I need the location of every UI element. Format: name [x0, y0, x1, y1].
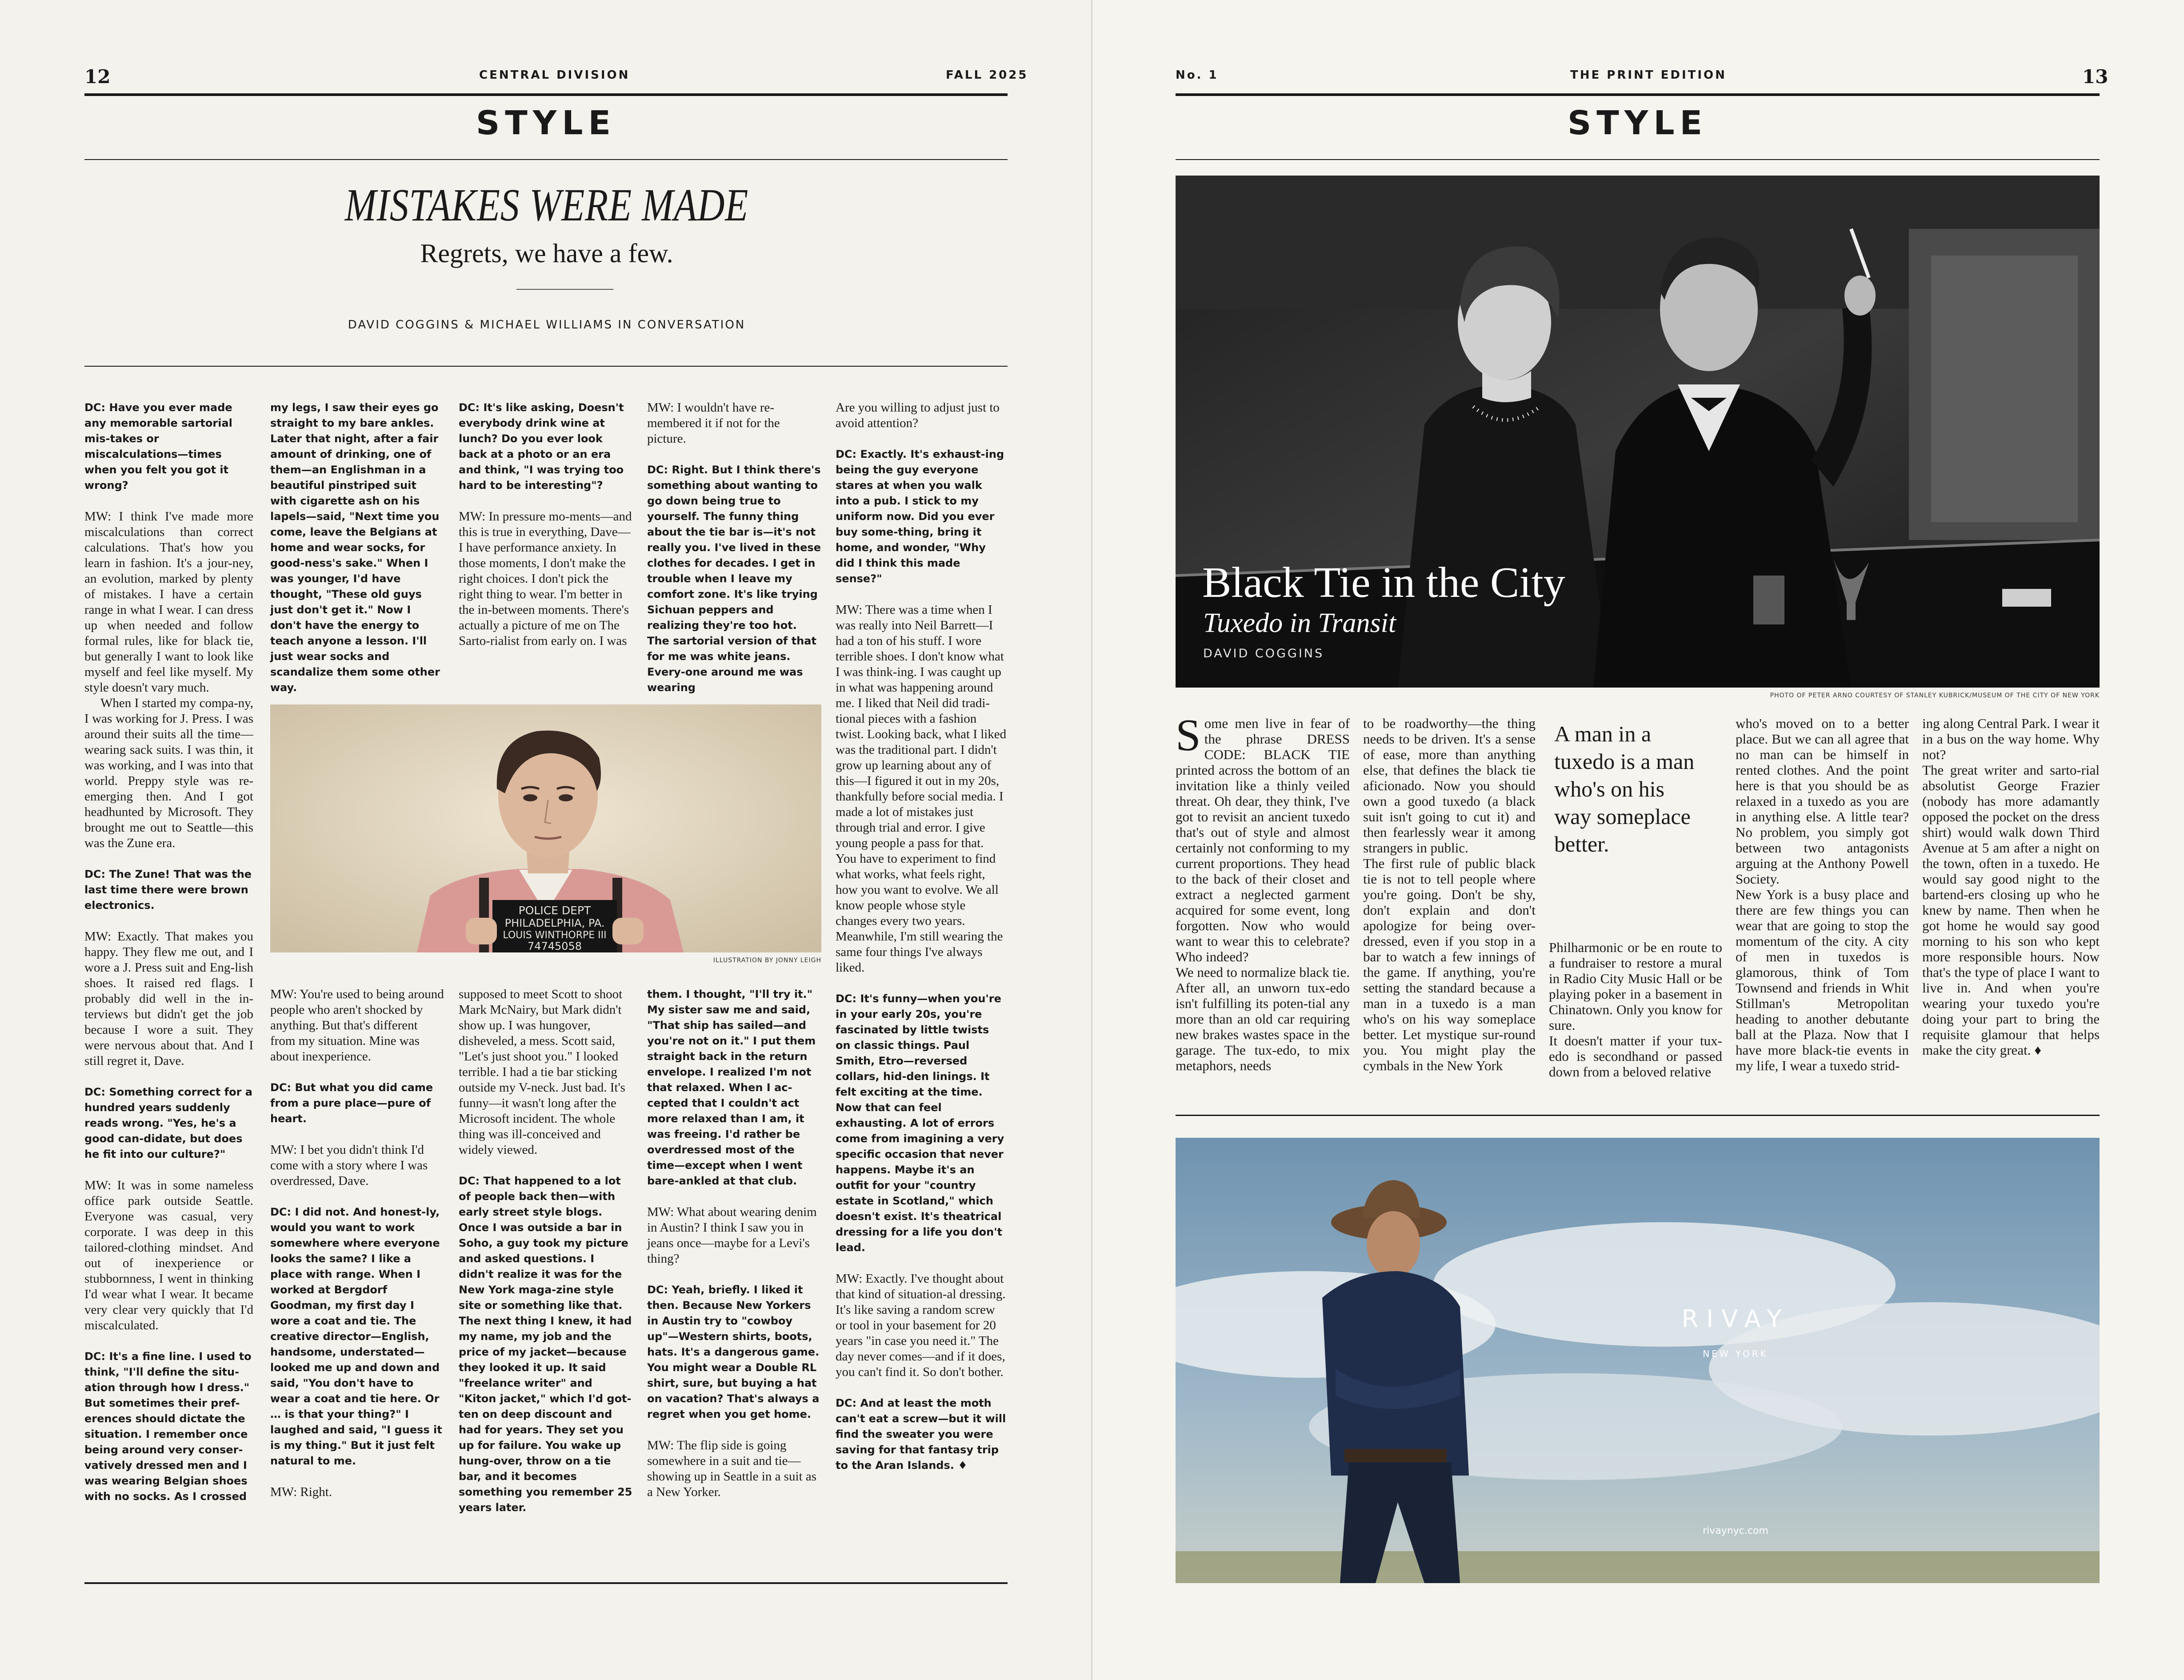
left-page [0, 0, 1091, 1680]
answer: MW: I bet you didn't think I'd come with a story where I was overdressed, Dave. [270, 1143, 428, 1188]
rivay-advertisement[interactable] [1176, 1138, 2100, 1583]
question: DC: Exactly. It's exhaust-ing being the guy everyone stares at when you walk into a pub. I stick to my uniform now. Did you ever buy some-thing, bring it home, and wonder, "Why did I think this made sense?" [836, 448, 1004, 585]
pull-quote: A man in a tuxedo is a man who's on his way someplace better. [1554, 721, 1695, 856]
answer: Are you willing to adjust just to avoid attention? [836, 400, 1000, 430]
placard-line2: PHILADELPHIA, PA. [504, 917, 605, 929]
placard-line3: LOUIS WINTHORPE III [503, 930, 607, 941]
article-column-1 [1176, 710, 1350, 1073]
question: DC: Something correct for a hundred years suddenly reads wrong. "Yes, he's a good can-didate, but does he fit into our culture?" [84, 1086, 252, 1160]
column-4 [647, 400, 821, 711]
photo-headline: Black Tie in the City [1202, 559, 1565, 607]
answer: MW: There was a time when I was really into Neil Barrett—I had a ton of his stuff. I wore terrible shoes. I don't know what I was think-ing. I was caught up in what was happening around me. I liked that Neil did tradi-tional pieces with a fashion twist. Looking back, what I liked was the traditional part. I didn't grow up learning about any of this—I figured it out in my 20s, thankfully before social media. I made a lot of mistakes just through trial and error. I give young people a pass for that. You have to experiment to find what works, what feels right, how you want to evolve. We all know people whose style changes every two years. Meanwhile, I'm still wearing the same four things I've always liked. [836, 603, 1007, 975]
column-4b [647, 987, 821, 1516]
running-head: CENTRAL DIVISION [479, 68, 630, 82]
section-title: STYLE [1567, 104, 1708, 142]
column-5 [836, 400, 1007, 1489]
section-title: STYLE [476, 104, 616, 142]
top-rule [84, 93, 1008, 96]
page-number: 13 [2082, 66, 2108, 88]
column-3b [459, 987, 633, 1531]
question: DC: And at least the moth can't eat a screw—but it will find the sweater you were saving for that fantasy trip to the Aran Islands. ♦ [836, 1397, 1006, 1472]
question: DC: It's a fine line. I used to think, "I'll define the situ-ation through how I dress." But sometimes their pref-erences should dictate the situation. I remember once being around very conser-vatively dressed men and I was wearing Belgian shoes with no socks. As I crossed [84, 1350, 252, 1503]
question: DC: But what you did came from a pure place—pure of heart. [270, 1081, 433, 1125]
question: my legs, I saw their eyes go straight to my bare ankles. Later that night, after a fair amount of drinking, one of them—an Englishman in a beautiful pinstriped suit with cigarette ash on his lapels—said, "Next time you come, leave the Belgians at home and wear socks, for good-ness's sake." When I was younger, I'd have thought, "These old guys just don't get it." Now I don't have the energy to teach anyone a lesson. I'll just wear socks and scandalize them some other way. [270, 401, 440, 694]
bottom-rule [84, 1582, 1008, 1584]
column-2 [270, 400, 444, 711]
answer: MW: Right. [270, 1485, 332, 1499]
ad-url[interactable]: rivaynyc.com [1703, 1525, 1768, 1536]
answer: MW: You're used to being around people who aren't shocked by anything. But that's different from my situation. Mine was about inexperience. [270, 987, 444, 1064]
column-1 [84, 400, 253, 1520]
placard-line4: 74745058 [527, 940, 582, 952]
photo-credit: PHOTO OF PETER ARNO COURTESY OF STANLEY KUBRICK/MUSEUM OF THE CITY OF NEW YORK [1770, 692, 2100, 699]
issue-number: No. 1 [1176, 68, 1219, 82]
mugshot-illustration [270, 704, 821, 952]
column-3 [459, 400, 633, 664]
photo-byline: DAVID COGGINS [1203, 647, 1324, 660]
article-column-5 [1922, 716, 2100, 1058]
photo-deck: Tuxedo in Transit [1203, 608, 1396, 638]
article-text: Philharmonic or be en route to a fundraiser to restore a mural in Radio City Music Hall or be playing poker in a basement in Chinatown. Only you know for sure. It doesn't matter if your tux-edo is secondhand or passed down from a beloved relative [1549, 940, 1722, 1080]
question: DC: I did not. And honest-ly, would you want to work somewhere where everyone looks the same? I like a place with range. When I worked at Bergdorf Goodman, my first day I wore a coat and tie. The creative director—English, handsome, understated—looked me up and down and said, "You don't have to wear a coat and tie here. Or … is that your thing?" I laughed and said, "I guess it is my thing." But it just felt natural to me. [270, 1206, 442, 1467]
question: DC: It's like asking, Doesn't everybody drink wine at lunch? Do you ever look back at a photo or an era and think, "I was trying too hard to be interesting"? [459, 401, 624, 492]
illustration-credit: ILLUSTRATION BY JONNY LEIGH [713, 957, 821, 964]
answer: MW: It was in some nameless office park outside Seattle. Everyone was casual, very corporate. I was deep in this tailored-clothing mindset. And out of inexperience or stubbornness, I went in thinking I'd wear what I wear. It became very clear very quickly that I'd miscalculated. [84, 1178, 253, 1332]
ad-city: NEW YORK [1703, 1348, 1768, 1359]
running-head: THE PRINT EDITION [1570, 68, 1727, 82]
article-text: who's moved on to a better place. But we can all agree that no man can be himself in rented clothes. And the point here is that you should be as relaxed in a tuxedo as you are in anything else. A little tear? No problem, you simply got between two antagonists arguing at the Anthony Powell Society. New York is a busy place and there are few things you can wear that are going to stop the momentum of the city. A city of men in tuxedos is glamorous, think of Tom Townsend and friends in Whit Stillman's Metropolitan heading to another debutante ball at the Plaza. Now that I have more black-tie events in my life, I wear a tuxedo strid- [1736, 716, 1909, 1073]
deck: Regrets, we have a few. [420, 239, 673, 268]
answer: MW: What about wearing denim in Austin? I think I saw you in jeans once—maybe for a Levi's thing? [647, 1205, 817, 1266]
section-rule [1176, 159, 2100, 160]
drop-cap: S [1176, 710, 1201, 760]
answer: When I started my compa-ny, I was working for J. Press. I was around their suits all the time—wearing sack suits. I was thin, it was working, and I was into that world. Preppy style was re-emerging then. And I got headhunted by Microsoft. They brought me out to Seattle—this was the Zune era. [84, 696, 253, 850]
question: DC: It's funny—when you're in your early 20s, you're fascinated by little twists on classic things. Paul Smith, Etro—reversed collars, hid-den linings. It felt exciting at the time. Now that can feel exhausting. A lot of errors come from imagining a very specific occasion that never happens. Maybe it's an outfit for your "country estate in Scotland," which doesn't exist. It's theatrical dressing for a life you don't lead. [836, 992, 1004, 1254]
answer: MW: I think I've made more miscalculations than correct calculations. That's how you learn in fashion. It's a jour-ney, an evolution, marked by plenty of mistakes. I have a certain range in what I wear. I can dress up when needed and follow formal rules, like for black tie, but generally I want to look like myself and feel like myself. My style doesn't vary much. [84, 509, 253, 695]
article-column-2 [1363, 716, 1536, 1073]
page-number: 12 [84, 66, 111, 88]
headline: MISTAKES WERE MADE [344, 180, 749, 231]
article-text: to be roadworthy—the thing needs to be driven. It's a sense of ease, more than anything else, that defines the black tie aficionado. Now you should own a good tuxedo (a black suit isn't going to cut it) and then fearlessly wear it among strangers in public. The first rule of public black tie is not to tell people where you're going. Don't be shy, don't explain and don't apologize for being over-dressed, even if you stop in a bar to watch a few innings of the game. If anything, you're setting the standard because a man in a tuxedo is a man who's on his way someplace better. Let mystique sur-round you. You might play the cymbals in the New York [1363, 716, 1536, 1073]
deck-divider [516, 289, 613, 290]
article-text: ing along Central Park. I wear it in a bus on the way home. Why not? The great writer and sarto-rial absolutist George Frazier (nobody has more adamantly opposed the pocket on the dress shirt) would walk down Third Avenue at 5 am after a night on the town, often in a tuxedo. He would say good night to the bartend-ers closing up who he knew by name. Then when he got home he would say good morning to his son who kept more responsible hours. Now that's the type of place I want to live in. And when you're wearing your tuxedo you're doing your part to bring the requisite glamour that helps make the city great. ♦ [1922, 716, 2100, 1058]
question: DC: Have you ever made any memorable sartorial mis-takes or miscalculations—times when you felt you got it wrong? [84, 401, 232, 492]
question: DC: That happened to a lot of people back then—with early street style blogs. Once I was outside a bar in Soho, a guy took my picture and asked questions. I didn't realize it was for the New York maga-zine style site or something like that. The next thing I knew, it had my name, my job and the price of my jacket—because they looked it up. It said "freelance writer" and "Kiton jacket," which I'd got-ten on deep discount and had for years. They set you up for failure. You wake up hung-over, throw on a tie bar, and it becomes something you remember 25 years later. [459, 1175, 632, 1514]
black-tie-photo [1176, 176, 2100, 688]
answer: MW: Exactly. I've thought about that kind of situation-al dressing. It's like saving a random screw or tool in your basement for 20 years "in case you need it." The day never comes—and if it does, you can't find it. So don't bother. [836, 1272, 1006, 1379]
answer: supposed to meet Scott to shoot Mark McNairy, but Mark didn't show up. I was hungover, disheveled, a mess. Scott said, "Let's just shoot you." I looked terrible. I had a tie bar sticking outside my V-neck. Just bad. It's funny—it wasn't long after the Microsoft incident. The whole thing was ill-conceived and widely viewed. [459, 987, 625, 1157]
byline: DAVID COGGINS & MICHAEL WILLIAMS IN CONVERSATION [348, 318, 746, 332]
placard-line1: POLICE DEPT [518, 904, 591, 917]
answer: MW: In pressure mo-ments—and this is true in everything, Dave—I have performance anxiety. In those moments, I don't make the right choices. I don't pick the right thing to wear. I'm better in the in-between moments. There's actually a picture of me on The Sarto-rialist from early on. I was [459, 509, 632, 648]
article-text: ome men live in fear of the phrase DRESS CODE: BLACK TIE printed across the bottom of an invitation like a thinly veiled threat. Oh dear, they think, I've got to revisit an ancient tuxedo that's out of style and almost certainly not conforming to my current proportions. They head to the back of their closet and extract a neglected garment acquired for some event, long forgotten. Now who would want to wear this to celebrate? Who indeed? We need to normalize black tie. After all, an unworn tux-edo isn't fulfilling its poten-tial any more than an old car requiring new brakes wastes space in the garage. The tux-edo, to mix metaphors, needs [1176, 716, 1350, 1073]
question: them. I thought, "I'll try it." My sister saw me and said, "That ship has sailed—and you're not on it." I put them straight back in the return envelope. I realized I'm not that relaxed. When I ac-cepted that I couldn't act more relaxed than I am, it was freeing. I'd rather be overdressed most of the time—except when I went bare-ankled at that club. [647, 988, 816, 1187]
article-column-3 [1549, 940, 1722, 1080]
article-end-rule [1176, 1115, 2100, 1116]
issue-label: FALL 2025 [946, 68, 1028, 82]
question: DC: The Zune! That was the last time there were brown electronics. [84, 868, 252, 912]
section-rule [84, 159, 1008, 160]
question: DC: Yeah, briefly. I liked it then. Because New Yorkers in Austin try to "cowboy up"—Western shirts, boots, hats. It's a dangerous game. You might wear a Double RL shirt, sure, but buying a hat on vacation? That's always a regret when you get home. [647, 1284, 820, 1420]
column-2b [270, 987, 444, 1516]
answer: MW: Exactly. That makes you happy. They flew me out, and I wore a J. Press suit and Eng-lish shoes. It raised red flags. I probably did well in the in-terviews but didn't get the job because I wore a suit. They were nervous about that. And I still regret it, Dave. [84, 929, 253, 1068]
byline-rule [84, 366, 1008, 367]
ad-brand: RIVAY [1681, 1305, 1790, 1333]
top-rule [1176, 93, 2100, 96]
answer: MW: The flip side is going somewhere in a suit and tie—showing up in Seattle in a suit as a New Yorker. [647, 1438, 816, 1499]
answer: MW: I wouldn't have re-membered it if not for the picture. [647, 400, 780, 446]
article-column-4 [1736, 716, 1909, 1073]
right-page [1093, 0, 2184, 1680]
question: DC: Right. But I think there's something about wanting to go down being true to yourself. The funny thing about the tie bar is—it's not really you. I've lived in these clothes for decades. I get in trouble when I leave my comfort zone. It's like trying Sichuan peppers and realizing they're too hot. The sartorial version of that for me was white jeans. Every-one around me was wearing [647, 464, 821, 694]
